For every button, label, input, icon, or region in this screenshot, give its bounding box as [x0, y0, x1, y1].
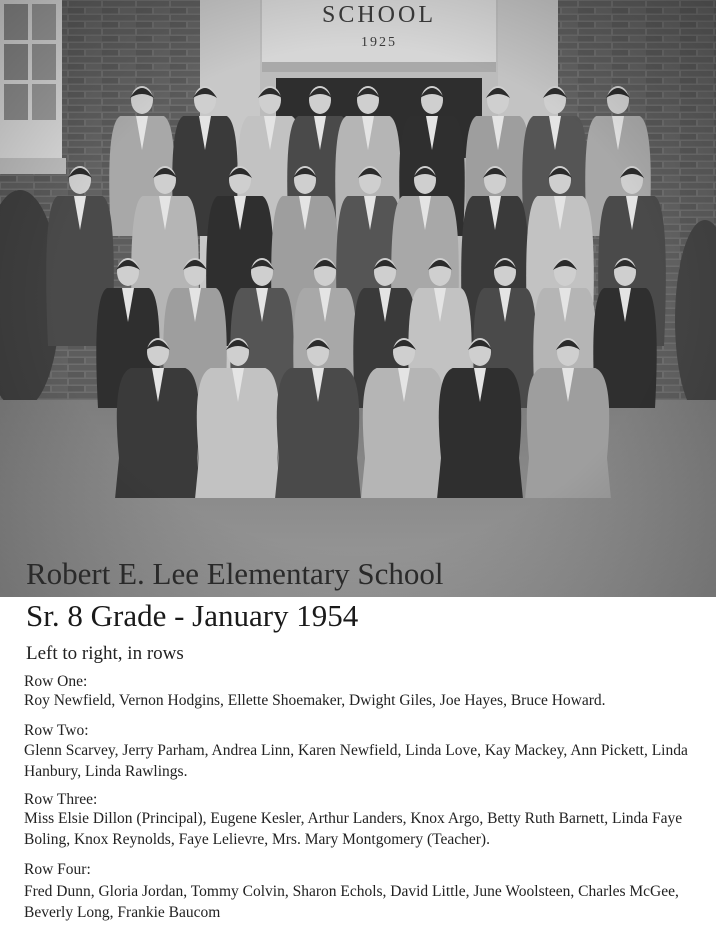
row-one-names: Roy Newfield, Vernon Hodgins, Ellette Shoemaker, Dwight Giles, Joe Hayes, Bruce Howard.	[24, 692, 606, 709]
class-title: Sr. 8 Grade - January 1954	[26, 598, 359, 633]
school-name: Robert E. Lee Elementary School	[26, 556, 444, 591]
row-four-names: Fred Dunn, Gloria Jordan, Tommy Colvin, Sharon Echols, David Little, June Woolsteen, Charles McGee, Beverly Long, Frankie Baucom	[24, 883, 679, 921]
row-two-label: Row Two:	[24, 722, 89, 739]
order-note: Left to right, in rows	[26, 643, 184, 664]
row-two-names: Glenn Scarvey, Jerry Parham, Andrea Linn, Karen Newfield, Linda Love, Kay Mackey, Ann Pickett, Linda Hanbury, Linda Rawlings.	[24, 742, 688, 780]
row-three-names: Miss Elsie Dillon (Principal), Eugene Kesler, Arthur Landers, Knox Argo, Betty Ruth Barnett, Linda Faye Boling, Knox Reynolds, Faye Lelievre, Mrs. Mary Montgomery (Teacher).	[24, 810, 683, 848]
row-four-label: Row Four:	[24, 861, 91, 878]
row-one-label: Row One:	[24, 673, 88, 690]
row-three-label: Row Three:	[24, 791, 98, 808]
